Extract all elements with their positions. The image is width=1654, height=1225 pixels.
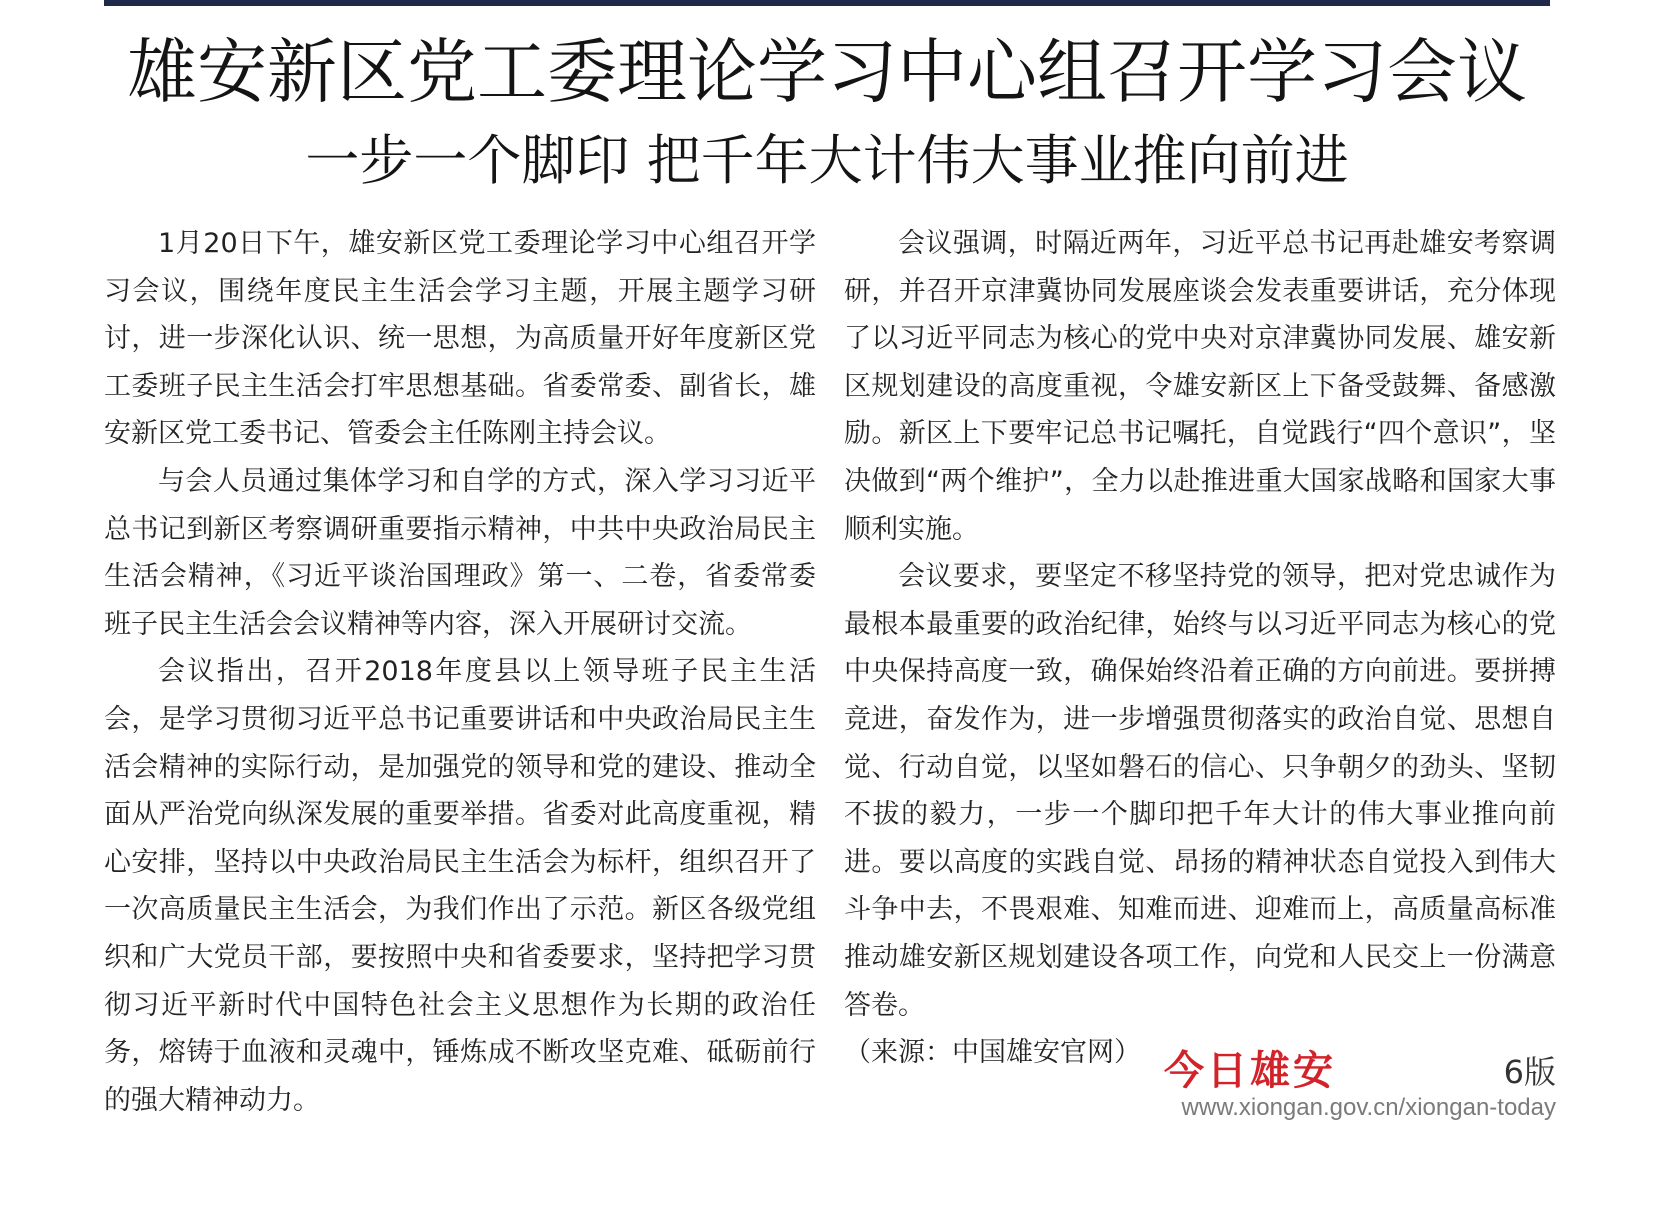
page-number: 6版 [1503,1053,1556,1091]
article-source: （来源：中国雄安官网） [844,1037,1141,1069]
brand-logo: 今日雄安 [1164,1047,1336,1094]
top-border-bar [104,0,1550,6]
article-headline: 雄安新区党工委理论学习中心组召开学习会议 [127,31,1527,113]
left-paragraph-2: 与会人员通过集体学习和自学的方式，深入学习习近平总书记到新区考察调研重要指示精神，中共中央政治局民主生活会精神，《习近平谈治国理政》第一、二卷，省委常委班子民主生活会会议精神等内容，深入开展研讨交流。 [104,465,816,640]
left-paragraph-1: 1月20日下午，雄安新区党工委理论学习中心组召开学习会议，围绕年度民主生活会学习主题，开展主题学习研讨，进一步深化认识、统一思想，为高质量开好年度新区党工委班子民主生活会打牢思想基础。省委常委、副省长，雄安新区党工委书记、管委会主任陈刚主持会议。 [104,228,816,450]
article-left-column [104,220,816,1124]
article-right-column [844,220,1556,1077]
site-url: www.xiongan.gov.cn/xiongan-today [1181,1094,1556,1121]
left-paragraph-3: 会议指出，召开2018年度县以上领导班子民主生活会，是学习贯彻习近平总书记重要讲话和中央政治局民主生活会精神的实际行动，是加强党的领导和党的建设、推动全面从严治党向纵深发展的重要举措。省委对此高度重视，精心安排，坚持以中央政治局民主生活会为标杆，组织召开了一次高质量民主生活会，为我们作出了示范。新区各级党组织和广大党员干部，要按照中央和省委要求，坚持把学习贯彻习近平新时代中国特色社会主义思想作为长期的政治任务，熔铸于血液和灵魂中，锤炼成不断攻坚克难、砥砺前行的强大精神动力。 [104,656,816,1116]
right-paragraph-1: 会议强调，时隔近两年，习近平总书记再赴雄安考察调研，并召开京津冀协同发展座谈会发表重要讲话，充分体现了以习近平同志为核心的党中央对京津冀协同发展、雄安新区规划建设的高度重视，令雄安新区上下备受鼓舞、备感激励。新区上下要牢记总书记嘱托，自觉践行“四个意识”，坚决做到“两个维护”，全力以赴推进重大国家战略和国家大事顺利实施。 [844,228,1556,545]
article-subheadline: 一步一个脚印 把千年大计伟大事业推向前进 [305,129,1349,192]
right-paragraph-2: 会议要求，要坚定不移坚持党的领导，把对党忠诚作为最根本最重要的政治纪律，始终与以习近平同志为核心的党中央保持高度一致，确保始终沿着正确的方向前进。要拼搏竞进，奋发作为，进一步增强贯彻落实的政治自觉、思想自觉、行动自觉，以坚如磐石的信心、只争朝夕的劲头、坚韧不拔的毅力，一步一个脚印把千年大计的伟大事业推向前进。要以高度的实践自觉、昂扬的精神状态自觉投入到伟大斗争中去，不畏艰难、知难而进、迎难而上，高质量高标准推动雄安新区规划建设各项工作，向党和人民交上一份满意答卷。 [844,561,1556,1021]
